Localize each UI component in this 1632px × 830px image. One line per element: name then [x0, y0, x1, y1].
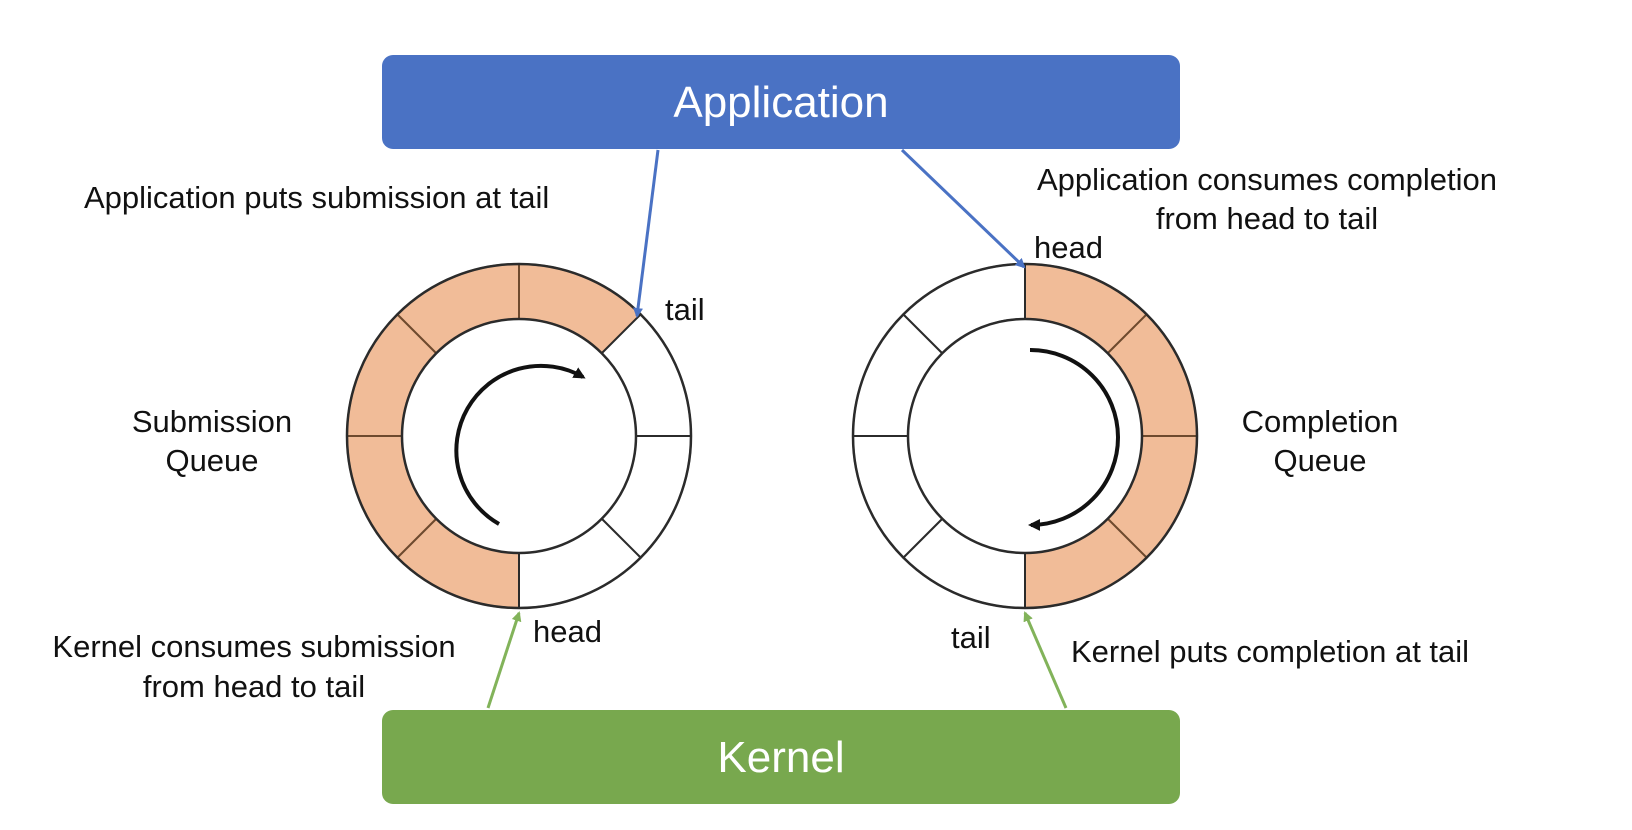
submission-queue-ring — [347, 264, 691, 608]
app-consumes-note-line2: from head to tail — [1155, 201, 1379, 236]
cq-name-line2: Queue — [1273, 443, 1367, 478]
cq-name-line1: Completion — [1241, 404, 1399, 439]
sq-name-line2: Queue — [165, 443, 259, 478]
app-consumes-note-line1: Application consumes completion — [1036, 162, 1498, 197]
cq-head-to-app-arrow — [902, 150, 1024, 267]
kernel-puts-completion-note: Kernel puts completion at tail — [1071, 634, 1470, 669]
kernel-consumes-note-line2: from head to tail — [142, 669, 366, 704]
kernel-to-cq-tail-arrow — [1025, 613, 1066, 708]
sq-inner-hole — [402, 319, 636, 553]
cq-head-label: head — [1034, 230, 1103, 265]
app-to-sq-tail-arrow — [637, 150, 658, 316]
cq-inner-hole — [908, 319, 1142, 553]
sq-head-label: head — [533, 614, 602, 649]
app-puts-submission-note: Application puts submission at tail — [84, 180, 550, 215]
kernel-label: Kernel — [717, 733, 845, 782]
sq-name-line1: Submission — [131, 404, 293, 439]
application-label: Application — [673, 78, 889, 127]
kernel-box — [382, 710, 1180, 804]
kernel-to-sq-head-arrow — [488, 613, 519, 708]
sq-tail-label: tail — [665, 292, 705, 327]
cq-tail-label: tail — [951, 620, 991, 655]
application-box — [382, 55, 1180, 149]
completion-queue-ring — [853, 264, 1197, 608]
kernel-consumes-note-line1: Kernel consumes submission — [52, 629, 456, 664]
